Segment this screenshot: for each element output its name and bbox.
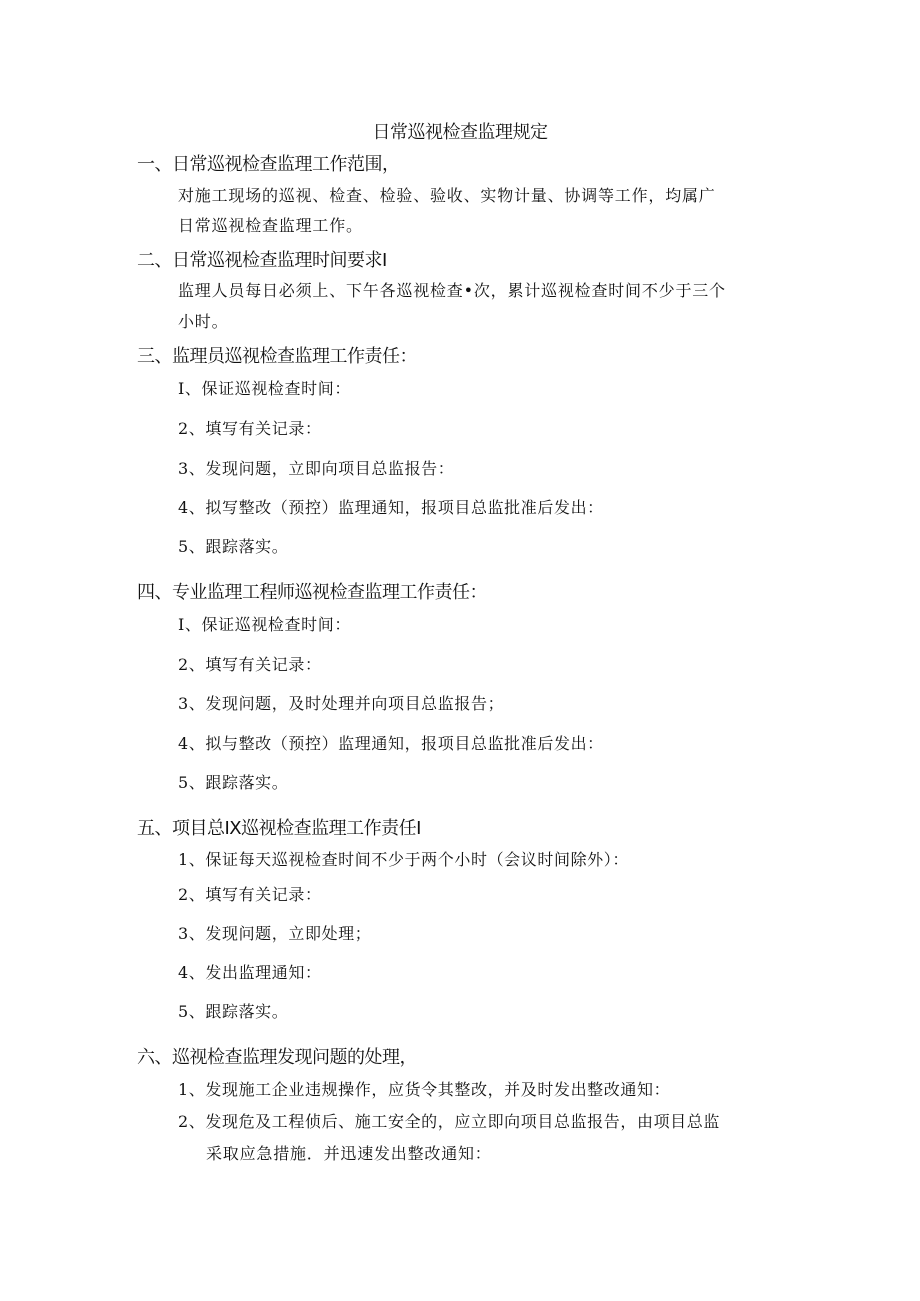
section-5-item-4: 4、发出监理通知：	[178, 963, 322, 982]
section-3-item-4: 4、拟写整改（预控）监理通知，报项目总监批准后发出：	[178, 498, 604, 517]
section-heading-5: 五、项目总IX巡视检查监理工作责任I	[137, 818, 421, 839]
section-4-item-2: 2、填写有关记录：	[178, 655, 322, 674]
section-5-item-5: 5、跟踪落实。	[178, 1002, 289, 1021]
section-2-line-2: 小时。	[178, 312, 229, 331]
section-5-item-2: 2、填写有关记录：	[178, 885, 322, 904]
section-heading-2: 二、日常巡视检查监理时间要求I	[137, 250, 387, 271]
section-heading-1: 一、日常巡视检查监理工作范围，	[137, 154, 400, 175]
section-4-item-3: 3、发现问题，及时处理并向项目总监报告；	[178, 694, 505, 713]
section-6-item-2: 2、发现危及工程侦后、施工安全的，应立即向项目总监报告，由项目总监	[178, 1112, 720, 1131]
section-5-item-1: 1、保证每天巡视检查时间不少于两个小时（会议时间除外）：	[178, 850, 629, 869]
section-4-item-4: 4、拟与整改（预控）监理通知，报项目总监批准后发出：	[178, 734, 604, 753]
section-5-item-3: 3、发现问题，立即处理；	[178, 924, 372, 943]
section-6-item-1: 1、发现施工企业违规操作，应货令其整改，并及时发出整改通知：	[178, 1080, 671, 1099]
section-6-item-2-continuation: 采取应急措施．并迅速发出整改通知：	[206, 1144, 492, 1163]
section-3-item-3: 3、发现问题，立即向项目总监报告：	[178, 459, 455, 478]
section-3-item-2: 2、填写有关记录：	[178, 419, 322, 438]
section-4-item-5: 5、跟踪落实。	[178, 773, 289, 792]
section-1-line-1: 对施工现场的巡视、检查、检验、验收、实物计量、协调等工作，均属广	[178, 186, 716, 205]
section-2-line-1: 监理人员每日必须上、下午各巡视检查•次，累计巡视检查时间不少于三个	[178, 281, 726, 300]
section-heading-6: 六、巡视检查监理发现问题的处理，	[137, 1047, 417, 1068]
section-heading-3: 三、监理员巡视检查监理工作责任：	[137, 346, 417, 367]
document-title: 日常巡视检查监理规定	[372, 122, 548, 143]
section-3-item-5: 5、跟踪落实。	[178, 537, 289, 556]
section-1-line-2: 日常巡视检查监理工作。	[178, 216, 363, 235]
section-3-item-1: I、保证巡视检查时间：	[178, 379, 351, 398]
section-heading-4: 四、专业监理工程师巡视检查监理工作责任：	[137, 582, 487, 603]
section-4-item-1: I、保证巡视检查时间：	[178, 615, 351, 634]
